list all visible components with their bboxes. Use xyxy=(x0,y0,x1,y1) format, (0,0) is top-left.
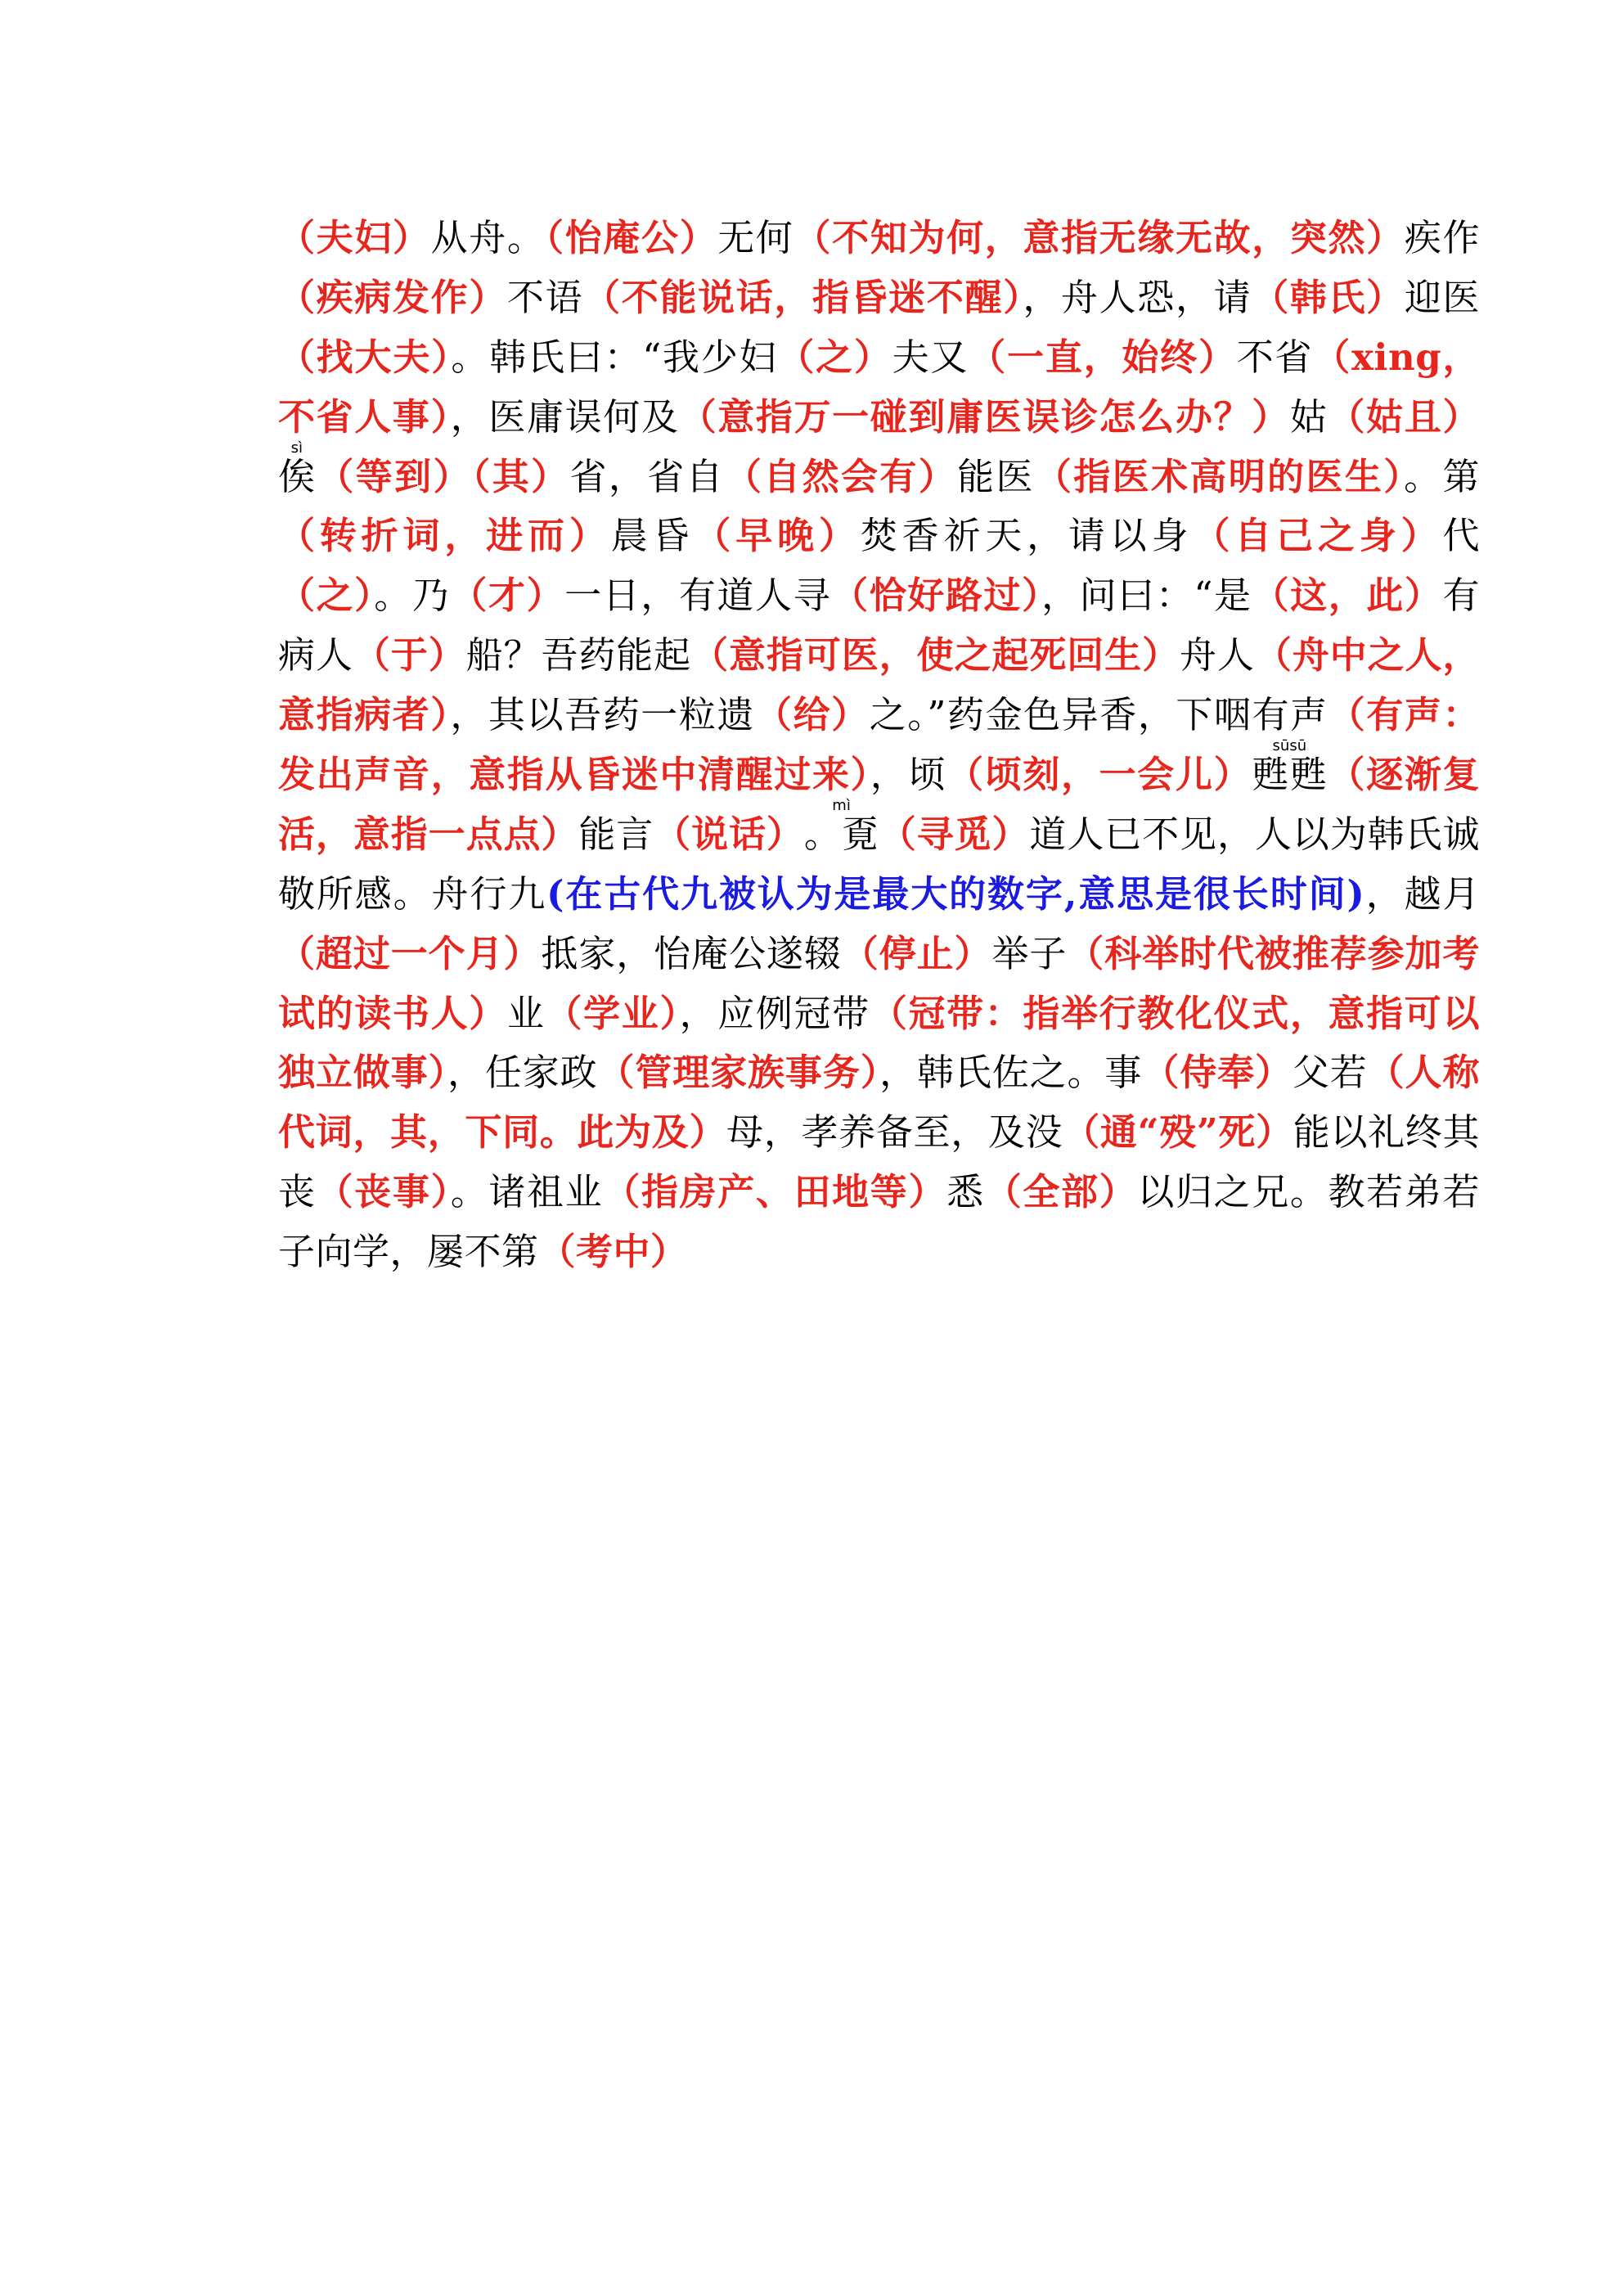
text-run-with-pinyin: 俟sì xyxy=(278,439,317,498)
text-run-original: 道人已不见，人以为韩氏诚敬所感。舟行九 xyxy=(278,812,1480,916)
text-run-annotation: （不知为何，意指无缘无故，突然） xyxy=(794,216,1405,259)
text-run-original: 能医 xyxy=(957,454,1035,498)
text-run-annotation: （说话） xyxy=(654,812,804,856)
text-run-annotation: （给） xyxy=(755,693,870,737)
text-run-annotation: （超过一个月） xyxy=(278,931,542,975)
text-run-original: 。乃 xyxy=(374,574,451,618)
text-run-original: ，应例冠带 xyxy=(679,991,870,1035)
text-run-original: 业 xyxy=(506,991,546,1035)
text-run-annotation: （夫妇） xyxy=(278,216,431,259)
text-run-original: 母，孝养备至，及没 xyxy=(726,1110,1063,1155)
text-run-original: 。韩氏曰：“我少妇 xyxy=(451,335,778,379)
text-run-annotation: （逐渐复活，意指一点点） xyxy=(278,753,1480,856)
text-run-annotation: （自己之身） xyxy=(1193,514,1443,558)
text-run-original: 舟人 xyxy=(1180,633,1255,678)
text-run-original: 从舟。 xyxy=(430,216,546,259)
text-run-annotation: （全部） xyxy=(984,1170,1138,1214)
text-run-annotation: （停止） xyxy=(841,931,992,975)
text-run-with-pinyin: 甦甦sūsū xyxy=(1252,737,1329,797)
annotated-classical-text xyxy=(278,209,1480,1282)
text-run-annotation: （不能说话，指昏迷不醒） xyxy=(583,275,1023,319)
text-run-annotation: （找大夫） xyxy=(278,335,452,379)
text-run-annotation: (在古代九被认为是最大的数字,意思是很长时间) xyxy=(546,871,1365,916)
text-run-original: 不省 xyxy=(1236,335,1314,379)
text-run-original: 晨昏 xyxy=(610,514,695,558)
text-run-original: 疾作 xyxy=(1404,216,1480,259)
text-run-original: 抵家，怡庵公遂辍 xyxy=(541,931,842,975)
text-run-original: 代 xyxy=(1442,514,1480,558)
text-run-original: 不语 xyxy=(506,275,584,319)
text-run-annotation: （恰好路过） xyxy=(831,574,1042,618)
text-run-original: ，韩氏佐之。事 xyxy=(879,1051,1143,1095)
text-run-annotation: （顷刻，一会儿） xyxy=(946,753,1252,797)
text-run-annotation: （姑且） xyxy=(1328,394,1480,439)
text-run-original: ，医庸误何及 xyxy=(450,394,680,439)
text-run-with-pinyin: 。覔mì xyxy=(803,796,879,856)
text-run-original: 姑 xyxy=(1289,394,1329,439)
text-run-annotation: （自然会有） xyxy=(724,454,958,498)
text-run-original: 无何 xyxy=(717,216,794,259)
text-run-original: ，任家政 xyxy=(447,1051,598,1095)
text-run-annotation: （xing，不省人事） xyxy=(278,335,1480,439)
text-run-annotation: （早晚） xyxy=(694,514,861,558)
text-run-annotation: （管理家族事务） xyxy=(597,1051,880,1095)
text-run-annotation: （有声：发出声音，意指从昏迷中清醒过来） xyxy=(278,693,1480,797)
text-run-annotation: （冠带：指举行教化仪式，意指可以独立做事） xyxy=(278,991,1480,1095)
text-run-annotation: （考中） xyxy=(538,1230,688,1274)
text-run-annotation: （指房产、田地等） xyxy=(603,1170,947,1214)
text-run-annotation: （等到）（其） xyxy=(317,454,570,498)
text-run-annotation: （指医术高明的医生） xyxy=(1034,454,1405,498)
text-run-original: 船？吾药能起 xyxy=(465,633,692,678)
text-run-original: 以归之兄。教若弟若子向学，屡不第 xyxy=(278,1170,1480,1274)
text-run-original: 一日，有道人寻 xyxy=(564,574,832,618)
text-run-annotation: （韩氏） xyxy=(1252,275,1405,319)
text-run-original: 有病人 xyxy=(278,574,1480,678)
text-run-annotation: （于） xyxy=(353,633,466,678)
text-run-annotation: （才） xyxy=(450,574,565,618)
text-run-original: ，舟人恐，请 xyxy=(1023,275,1252,319)
text-run-original: 。第 xyxy=(1404,454,1480,498)
text-run-annotation: （之） xyxy=(777,335,892,379)
text-run-annotation: （科举时代被推荐参加考试的读书人） xyxy=(278,931,1480,1035)
text-run-original: 悉 xyxy=(946,1170,985,1214)
text-run-original: 。诸祖业 xyxy=(450,1170,604,1214)
text-run-annotation: （怡庵公） xyxy=(545,216,718,259)
text-run-original: 举子 xyxy=(991,931,1068,975)
text-run-original: ，问曰：“是 xyxy=(1041,574,1252,618)
text-run-original: 能以礼终其丧 xyxy=(278,1110,1480,1214)
text-run-annotation: （通“殁”死） xyxy=(1063,1110,1293,1155)
text-run-original: 之。”药金色异香，下咽有声 xyxy=(869,693,1329,737)
text-run-annotation: （意指可医，使之起死回生） xyxy=(691,633,1180,678)
text-run-annotation: （这，此） xyxy=(1252,574,1443,618)
text-run-original: ，越月 xyxy=(1364,871,1480,916)
text-run-annotation: （寻觅） xyxy=(879,812,1030,856)
text-run-annotation: （侍奉） xyxy=(1142,1051,1293,1095)
text-run-annotation: （舟中之人，意指病者） xyxy=(278,633,1480,737)
text-run-annotation: （学业） xyxy=(545,991,680,1035)
text-run-annotation: （人称代词，其，下同。此为及） xyxy=(278,1051,1480,1155)
text-run-annotation: （疾病发作） xyxy=(278,275,507,319)
text-run-original: 省，省自 xyxy=(569,454,725,498)
text-run-annotation: （之） xyxy=(278,574,375,618)
text-run-original: 迎医 xyxy=(1404,275,1480,319)
text-run-annotation: （转折词，进而） xyxy=(278,514,611,558)
text-run-original: 能言 xyxy=(578,812,654,856)
text-run-original: ，其以吾药一粒遗 xyxy=(450,693,755,737)
text-run-annotation: （一直，始终） xyxy=(969,335,1237,379)
text-run-annotation: （丧事） xyxy=(316,1170,451,1214)
text-run-original: 夫又 xyxy=(892,335,969,379)
text-run-original: 焚香祈天，请以身 xyxy=(860,514,1194,558)
text-run-annotation: （意指万一碰到庸医误诊怎么办？） xyxy=(679,394,1290,439)
text-run-original: 父若 xyxy=(1292,1051,1368,1095)
text-run-original: ，顷 xyxy=(870,753,947,797)
